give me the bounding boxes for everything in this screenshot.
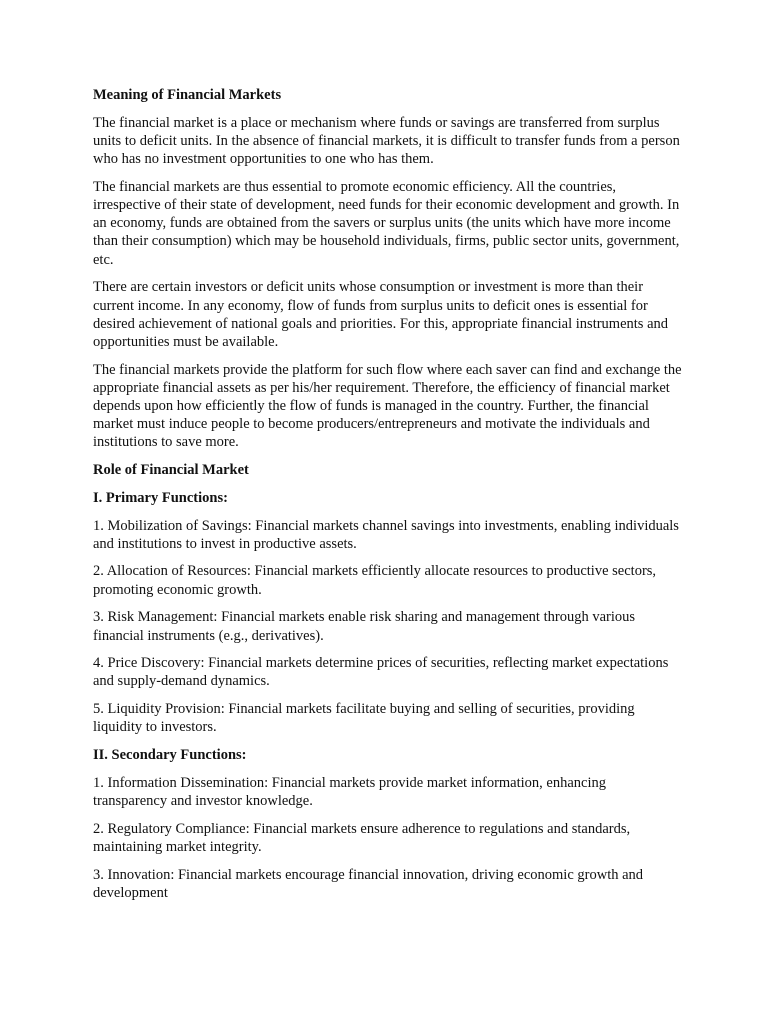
list-item: 1. Mobilization of Savings: Financial markets channel savings into investments, enabling individuals and institutions to invest in productive assets. xyxy=(93,517,679,552)
list-item: 2. Allocation of Resources: Financial markets efficiently allocate resources to productive sectors, promoting economic growth. xyxy=(93,563,657,598)
meaning-heading: Meaning of Financial Markets xyxy=(93,87,282,103)
list-item: 2. Regulatory Compliance: Financial markets ensure adherence to regulations and standards, maintaining market integrity. xyxy=(93,820,631,855)
list-item: 4. Price Discovery: Financial markets determine prices of securities, reflecting market expectations and supply-demand dynamics. xyxy=(93,655,669,690)
paragraph: The financial markets provide the platform for such flow where each saver can find and exchange the appropriate financial assets as per his/her requirement. Therefore, the efficiency of financial market depends upon how efficiently the flow of funds is managed in the country. Further, the financial market must induce people to become producers/entrepreneurs and motivate the individuals and institutions to save more. xyxy=(93,361,682,451)
list-item: 3. Risk Management: Financial markets enable risk sharing and management through various financial instruments (e.g., derivatives). xyxy=(93,609,636,644)
list-item: 5. Liquidity Provision: Financial markets facilitate buying and selling of securities, providing liquidity to investors. xyxy=(93,701,635,736)
paragraph: The financial markets are thus essential to promote economic efficiency. All the countries, irrespective of their state of development, need funds for their economic development and growth. In an economy, funds are obtained from the savers or surplus units (the units which have more income than their consumption) which may be household individuals, firms, public sector units, government, etc. xyxy=(93,178,680,268)
paragraph: The financial market is a place or mechanism where funds or savings are transferred from surplus units to deficit units. In the absence of financial markets, it is difficult to transfer funds from a person who has no investment opportunities to one who has them. xyxy=(93,114,680,168)
secondary-functions-heading: II. Secondary Functions: xyxy=(93,747,247,764)
document-page xyxy=(93,86,683,912)
paragraph: There are certain investors or deficit units whose consumption or investment is more than their current income. In any economy, flow of funds from surplus units to deficit ones is essential for desired achievement of national goals and priorities. For this, appropriate financial instruments and opportunities must be available. xyxy=(93,279,669,350)
primary-functions-heading: I. Primary Functions: xyxy=(93,489,228,506)
role-heading: Role of Financial Market xyxy=(93,462,249,479)
list-item: 1. Information Dissemination: Financial markets provide market information, enhancing transparency and investor knowledge. xyxy=(93,774,607,809)
list-item: 3. Innovation: Financial markets encourage financial innovation, driving economic growth and development xyxy=(93,866,644,901)
